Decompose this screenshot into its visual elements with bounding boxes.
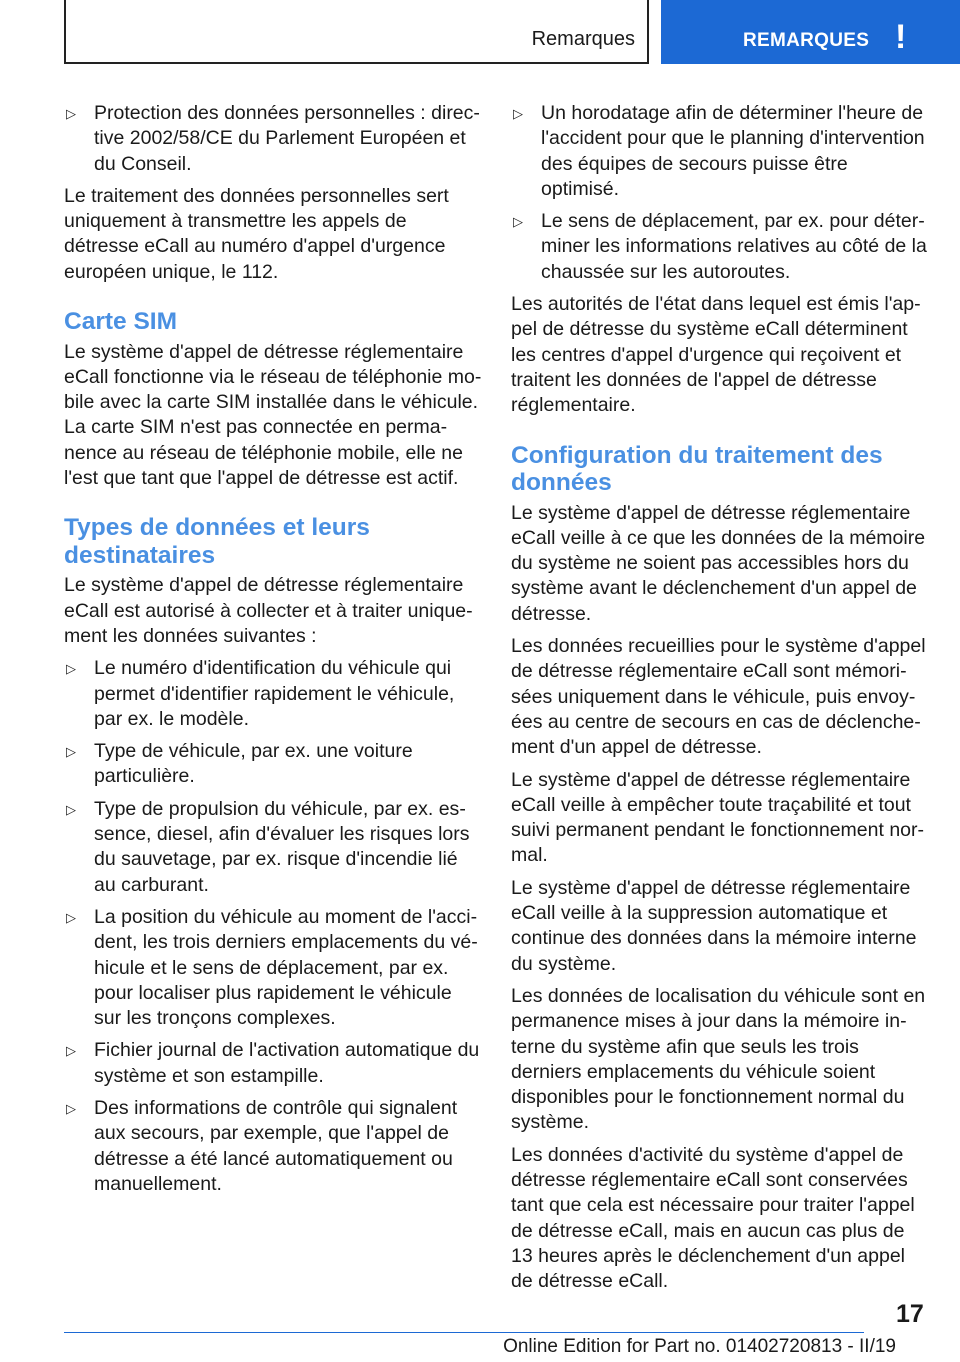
section-heading-configuration: Configuration du traitement des données — [511, 441, 883, 497]
bullet-triangle-icon: ▷ — [66, 744, 76, 760]
list-item — [64, 1038, 482, 1089]
bullet-triangle-icon: ▷ — [66, 661, 76, 677]
list-item-text: Des informations de contrôle qui signalent aux secours, par exemple, que l'appel de détresse a été lancé automatiquement ou manuellement. — [94, 1097, 458, 1195]
header-section-title: Remarques — [531, 28, 635, 50]
exclamation-icon: ! — [895, 18, 907, 56]
paragraph: Les données de localisation du véhicule sont en permanence mises à jour dans la mémoire interne du système afin que seuls les trois derniers emplacements du véhicule soient disponibles pour le fonctionnement normal du système. — [511, 984, 926, 1134]
header-chapter-title: REMARQUES — [743, 30, 870, 51]
section-heading-data-types: Types de données et leurs destinataires — [64, 514, 370, 569]
bullet-triangle-icon: ▷ — [66, 1101, 76, 1116]
bullet-triangle-icon: ▷ — [66, 909, 76, 925]
paragraph: Le système d'appel de détresse réglementaire eCall veille à la suppression automatique et continue des données dans la mémoire interne du système. — [511, 876, 917, 975]
bullet-triangle-icon: ▷ — [66, 106, 76, 121]
list-item — [64, 101, 482, 177]
paragraph: Le système d'appel de détresse réglementaire eCall est autorisé à collecter et à traiter uniquement les données suivantes : — [64, 574, 473, 647]
header-section-box — [64, 0, 649, 64]
list-item — [511, 209, 929, 285]
section-heading-sim: Carte SIM — [64, 308, 178, 336]
footer-divider — [64, 1332, 864, 1333]
paragraph: Les données recueillies pour le système d'appel de détresse réglementaire eCall sont mémorisées uniquement dans le véhicule, puis envoyées au centre de secours en cas de déclenchement d'un appel de détresse. — [511, 635, 926, 759]
list-item-text: Protection des données personnelles : directive 2002/58/CE du Parlement Européen et du Conseil. — [94, 102, 480, 175]
paragraph: Le traitement des données personnelles sert uniquement à transmettre les appels de détresse eCall au numéro d'appel d'urgence européen unique, le 112. — [64, 184, 449, 283]
bullet-triangle-icon: ▷ — [66, 801, 76, 817]
list-item — [511, 101, 929, 202]
right-column — [511, 101, 929, 1301]
list-item-text: Type de propulsion du véhicule, par ex. essence, diesel, afin d'évaluer les risques lors du sauvetage, par ex. risque d'incendie lié au carburant. — [94, 797, 470, 896]
bullet-triangle-icon: ▷ — [513, 106, 523, 121]
page-number: 17 — [896, 1300, 924, 1328]
list-item — [64, 797, 482, 898]
list-item-text: Fichier journal de l'activation automatique du système et son estampille. — [94, 1039, 480, 1087]
footer-edition-text: Online Edition for Part no. 01402720813 - II/19 — [503, 1336, 896, 1357]
paragraph: Le système d'appel de détresse réglementaire eCall veille à empêcher toute traçabilité et tout suivi permanent pendant le fonctionnement normal. — [511, 768, 925, 867]
bullet-triangle-icon: ▷ — [513, 214, 523, 230]
footer-edition — [0, 1336, 960, 1358]
list-item-text: Le numéro d'identification du véhicule qui permet d'identifier rapidement le véhicule, par ex. le modèle. — [94, 657, 455, 730]
left-column — [64, 101, 482, 1204]
paragraph: Le système d'appel de détresse réglementaire eCall fonctionne via le réseau de téléphonie mobile avec la carte SIM installée dans le véhicule. La carte SIM n'est pas connectée en permanence au réseau de téléphonie mobile, elle ne l'est que tant que l'appel de détresse est actif. — [64, 340, 482, 490]
list-item-text: La position du véhicule au moment de l'accident, les trois derniers emplacements du véhicule et le sens de déplacement, par ex. pour localiser plus rapidement le véhicule sur les tronçons complexes. — [94, 905, 478, 1030]
list-item-text: Le sens de déplacement, par ex. pour déterminer les informations relatives au côté de la chaussée sur les autoroutes. — [541, 210, 927, 283]
bullet-triangle-icon: ▷ — [66, 1043, 76, 1059]
list-item — [64, 1096, 482, 1197]
list-item — [64, 656, 482, 732]
list-item-text: Un horodatage afin de déterminer l'heure de l'accident pour que le planning d'intervention des équipes de secours puisse être optimisé. — [541, 102, 925, 200]
list-item — [64, 905, 482, 1031]
paragraph: Les autorités de l'état dans lequel est émis l'appel de détresse du système eCall déterminent les centres d'appel d'urgence qui reçoivent et traitent les données de l'appel de détresse réglementaire. — [511, 293, 921, 417]
list-item-text: Type de véhicule, par ex. une voiture particulière. — [94, 740, 413, 788]
paragraph: Les données d'activité du système d'appel de détresse réglementaire eCall sont conservées tant que cela est nécessaire pour traiter l'appel de détresse eCall, mais en aucun cas plus de 13 heures après le déclenchement d'un appel de détresse eCall. — [511, 1143, 915, 1293]
list-item — [64, 739, 482, 790]
paragraph: Le système d'appel de détresse réglementaire eCall veille à ce que les données de la mémoire du système ne soient pas accessibles hors du système avant le déclenchement d'un appel de détresse. — [511, 501, 926, 625]
header-chapter-tab — [661, 0, 960, 64]
